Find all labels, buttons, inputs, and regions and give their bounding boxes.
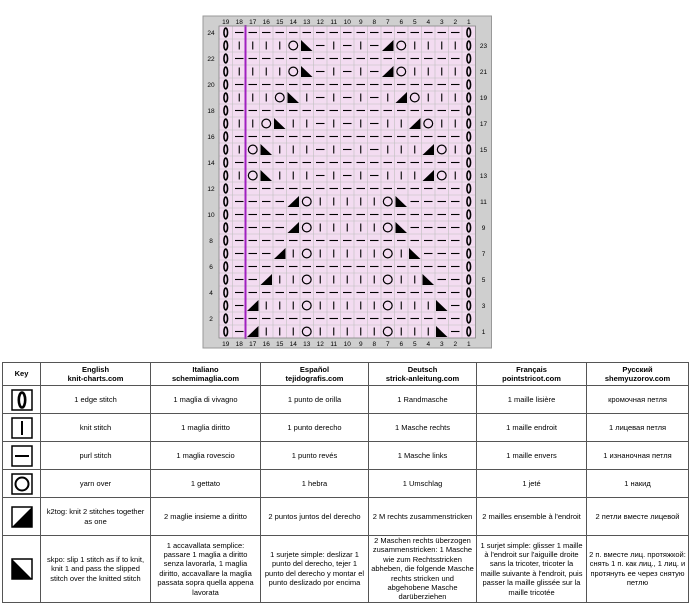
- header-russian: [587, 363, 689, 386]
- key-symbol-cell: [3, 498, 41, 536]
- row-number: 2: [209, 315, 213, 323]
- key-text-russian: 1 накид: [587, 470, 689, 498]
- column-number: 9: [358, 340, 363, 348]
- key-text-italiano: 1 accavallata semplice: passare 1 maglia a diritto senza lavorarla, 1 maglia diritto, accavallare la maglia passata sopra quella appena lavorata: [151, 536, 261, 603]
- key-text-deutsch: 1 Masche rechts: [369, 414, 477, 442]
- key-symbol-cell: [3, 442, 41, 470]
- column-number: 19: [222, 18, 230, 26]
- row-number: 16: [207, 133, 215, 141]
- column-number: 15: [276, 18, 284, 26]
- skpo-icon: [11, 558, 33, 580]
- key-text-russian: 1 лицевая петля: [587, 414, 689, 442]
- yarn-over-icon: [11, 473, 33, 495]
- column-number: 7: [385, 18, 390, 26]
- key-text-russian: 2 п. вместе лиц. протяжкой: снять 1 п. как лиц., 1 лиц. и протянуть ее через снятую петлю: [587, 536, 689, 603]
- key-text-espanol: 1 surjete simple: deslizar 1 punto del derecho, tejer 1 punto del derecho y montar el punto deslizado por encima: [261, 536, 369, 603]
- key-text-russian: 2 петли вместе лицевой: [587, 498, 689, 536]
- language-site: strick-anleitung.com: [385, 374, 460, 383]
- row-number: 7: [481, 250, 486, 258]
- language-site: knit-charts.com: [67, 374, 124, 383]
- column-number: 6: [399, 340, 404, 348]
- header-deutsch: [369, 363, 477, 386]
- key-text-deutsch: 1 Masche links: [369, 442, 477, 470]
- key-text-english: 1 edge stitch: [41, 386, 151, 414]
- row-number: 10: [207, 211, 215, 219]
- column-number: 18: [235, 18, 243, 26]
- row-number: 23: [479, 42, 488, 50]
- key-row-edge-stitch: [3, 386, 689, 414]
- column-number: 5: [412, 18, 417, 26]
- row-number: 1: [481, 328, 486, 336]
- column-number: 2: [453, 18, 458, 26]
- language-site: shemyuzorov.com: [604, 374, 671, 383]
- knit-stitch-icon: [11, 417, 33, 439]
- key-text-deutsch: 1 Umschlag: [369, 470, 477, 498]
- key-text-english: k2tog: knit 2 stitches together as one: [41, 498, 151, 536]
- language-name: English: [81, 364, 110, 374]
- column-number: 12: [316, 340, 324, 348]
- column-number: 12: [316, 18, 324, 26]
- key-row-k2tog: [3, 498, 689, 536]
- row-number: 15: [479, 146, 488, 154]
- key-text-espanol: 1 hebra: [261, 470, 369, 498]
- column-number: 3: [439, 18, 444, 26]
- column-number: 1: [466, 340, 471, 348]
- header-italiano: [151, 363, 261, 386]
- language-site: pointstricot.com: [502, 374, 561, 383]
- row-number: 17: [479, 120, 488, 128]
- key-symbol-cell: [3, 414, 41, 442]
- key-text-italiano: 2 maglie insieme a diritto: [151, 498, 261, 536]
- column-number: 13: [303, 340, 311, 348]
- key-symbol-cell: [3, 470, 41, 498]
- header-francais: [477, 363, 587, 386]
- key-row-yarn-over: [3, 470, 689, 498]
- purl-stitch-icon: [11, 445, 33, 467]
- key-table: [2, 362, 689, 603]
- row-number: 5: [481, 276, 486, 284]
- key-text-francais: 2 mailles ensemble à l'endroit: [477, 498, 587, 536]
- key-text-english: purl stitch: [41, 442, 151, 470]
- column-number: 14: [289, 340, 297, 348]
- column-number: 16: [262, 18, 270, 26]
- key-row-skpo: [3, 536, 689, 603]
- row-number: 6: [209, 263, 213, 271]
- language-site: tejidografis.com: [285, 374, 344, 383]
- column-number: 11: [330, 340, 338, 348]
- row-number: 8: [209, 237, 213, 245]
- column-number: 19: [222, 340, 230, 348]
- key-text-italiano: 1 maglia rovescio: [151, 442, 261, 470]
- column-number: 14: [289, 18, 297, 26]
- key-symbol-cell: [3, 536, 41, 603]
- edge-stitch-icon: [11, 389, 33, 411]
- language-name: Français: [516, 364, 547, 374]
- key-text-espanol: 1 punto revés: [261, 442, 369, 470]
- knitting-chart: [203, 14, 488, 354]
- column-number: 3: [439, 340, 444, 348]
- row-number: 11: [480, 198, 487, 206]
- column-number: 8: [372, 340, 377, 348]
- key-header-label: Key: [3, 363, 41, 386]
- language-name: Русский: [622, 364, 653, 374]
- column-number: 13: [303, 18, 311, 26]
- language-name: Italiano: [192, 364, 219, 374]
- key-text-espanol: 2 puntos juntos del derecho: [261, 498, 369, 536]
- row-number: 24: [207, 29, 215, 37]
- key-row-purl-stitch: [3, 442, 689, 470]
- key-text-francais: 1 maille lisière: [477, 386, 587, 414]
- column-number: 8: [372, 18, 377, 26]
- header-english: [41, 363, 151, 386]
- row-number: 3: [481, 302, 486, 310]
- key-text-francais: 1 maille envers: [477, 442, 587, 470]
- key-text-espanol: 1 punto derecho: [261, 414, 369, 442]
- row-number: 12: [207, 185, 215, 193]
- row-number: 14: [207, 159, 215, 167]
- chart-grid: [203, 14, 488, 354]
- column-number: 5: [412, 340, 417, 348]
- column-number: 15: [276, 340, 284, 348]
- key-text-english: skpo: slip 1 stitch as if to knit, knit 1 and pass the slipped stitch over the knitted stitch: [41, 536, 151, 603]
- key-text-russian: 1 изнаночная петля: [587, 442, 689, 470]
- row-number: 9: [481, 224, 486, 232]
- key-text-espanol: 1 punto de orilla: [261, 386, 369, 414]
- row-number: 20: [207, 81, 215, 89]
- column-number: 10: [343, 340, 351, 348]
- column-number: 16: [262, 340, 270, 348]
- row-number: 18: [207, 107, 215, 115]
- row-number: 21: [479, 68, 488, 76]
- column-number: 9: [358, 18, 363, 26]
- language-name: Español: [299, 364, 330, 374]
- key-text-francais: 1 surjet simple: glisser 1 maille à l'endroit sur l'aiguille droite sans la tricoter, tricoter la maille suivante à l'endroit, puis passer la maille glissée sur la maille tricotée: [477, 536, 587, 603]
- column-number: 17: [249, 340, 257, 348]
- column-number: 10: [343, 18, 351, 26]
- key-text-italiano: 1 gettato: [151, 470, 261, 498]
- key-symbol-cell: [3, 386, 41, 414]
- key-text-deutsch: 2 Maschen rechts überzogen zusammenstricken: 1 Masche wie zum Rechtsstricken abheben, die folgende Masche rechts stricken und abgehobene Masche darüberziehen: [369, 536, 477, 603]
- key-text-deutsch: 2 M rechts zusammenstricken: [369, 498, 477, 536]
- key-text-english: yarn over: [41, 470, 151, 498]
- column-number: 4: [426, 18, 431, 26]
- key-text-italiano: 1 maglia diritto: [151, 414, 261, 442]
- language-name: Deutsch: [407, 364, 438, 374]
- column-number: 7: [385, 340, 390, 348]
- header-espanol: [261, 363, 369, 386]
- column-number: 18: [235, 340, 243, 348]
- column-number: 1: [466, 18, 471, 26]
- column-number: 11: [330, 18, 338, 26]
- key-text-russian: кромочная петля: [587, 386, 689, 414]
- column-number: 4: [426, 340, 431, 348]
- column-number: 6: [399, 18, 404, 26]
- k2tog-icon: [11, 506, 33, 528]
- row-number: 22: [207, 55, 215, 63]
- row-number: 19: [479, 94, 488, 102]
- column-number: 2: [453, 340, 458, 348]
- column-number: 17: [249, 18, 257, 26]
- row-number: 4: [209, 289, 213, 297]
- key-row-knit-stitch: [3, 414, 689, 442]
- key-text-english: knit stitch: [41, 414, 151, 442]
- key-text-francais: 1 jeté: [477, 470, 587, 498]
- key-text-francais: 1 maille endroit: [477, 414, 587, 442]
- key-text-deutsch: 1 Randmasche: [369, 386, 477, 414]
- row-number: 13: [479, 172, 488, 180]
- language-site: schemimaglia.com: [171, 374, 240, 383]
- key-header-row: [3, 363, 689, 386]
- key-text-italiano: 1 maglia di vivagno: [151, 386, 261, 414]
